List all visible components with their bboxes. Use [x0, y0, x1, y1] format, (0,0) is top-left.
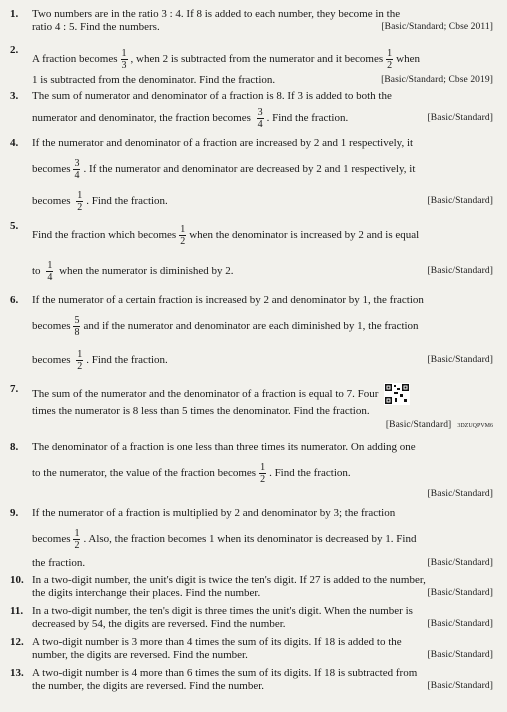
question-number: 10.	[10, 574, 24, 586]
fraction: $\frac{3}{4}$	[74, 157, 80, 181]
question-text: If the numerator of a fraction is multiplied by 2 and denominator by 3; the fraction	[32, 507, 396, 519]
question-number: 3.	[10, 90, 19, 102]
source-tag: [Basic/Standard]	[427, 489, 493, 499]
source-tag: [Basic/Standard]	[427, 619, 493, 629]
question-3	[10, 90, 493, 133]
question-text: Find the fraction which becomes	[32, 228, 177, 241]
question-text: , when 2 is subtracted from the numerator and it becomes	[130, 52, 384, 65]
question-text: becomes	[32, 194, 71, 207]
question-number: 12.	[10, 636, 24, 648]
question-number: 4.	[10, 137, 19, 149]
fraction: $\frac{1}{2}$	[260, 461, 266, 485]
question-number: 5.	[10, 220, 19, 232]
question-text: numerator and denominator, the fraction becomes	[32, 111, 251, 124]
question-text: number, the digits are reversed. Find the number.	[32, 649, 248, 661]
fraction: $\frac{1}{4}$	[47, 259, 53, 283]
fraction: $\frac{1}{2}$	[387, 47, 393, 71]
question-text: . Find the fraction.	[266, 111, 349, 124]
question-text: Two numbers are in the ratio 3 : 4. If 8 is added to each number, they become in the	[32, 8, 401, 20]
question-text: ratio 4 : 5. Find the numbers.	[32, 21, 160, 33]
question-text: becomes	[32, 532, 71, 545]
source-tag: [Basic/Standard]	[427, 650, 493, 660]
question-text: A two-digit number is 4 more than 6 times the sum of its digits. If 18 is subtracted from	[32, 667, 418, 679]
question-number: 1.	[10, 8, 19, 20]
question-1	[10, 8, 493, 34]
question-text: when	[396, 52, 420, 65]
question-text: to	[32, 264, 41, 277]
question-number: 7.	[10, 383, 19, 395]
question-text: The denominator of a fraction is one less than three times its numerator. On adding one	[32, 441, 416, 453]
question-text: decreased by 54, the digits are reversed. Find the number.	[32, 618, 286, 630]
question-text: the digits interchange their places. Find the number.	[32, 587, 261, 599]
question-text: . If the numerator and denominator are decreased by 2 and 1 respectively, it	[83, 162, 416, 175]
fraction: $\frac{1}{2}$	[180, 223, 186, 247]
fraction: $\frac{1}{2}$	[74, 527, 80, 551]
source-tag: [Basic/Standard]	[427, 195, 493, 206]
question-text: . Find the fraction.	[86, 194, 168, 207]
question-4	[10, 137, 493, 216]
source-tag: [Basic/Standard]	[385, 420, 452, 430]
fraction: $\frac{5}{8}$	[74, 314, 80, 338]
question-text: . Also, the fraction becomes 1 when its denominator is decreased by 1. Find	[83, 532, 417, 545]
source-tag: [Basic/Standard; Cbse 2011]	[381, 22, 493, 32]
question-text: . Find the fraction.	[269, 466, 351, 479]
question-text: In a two-digit number, the ten's digit is three times the unit's digit. When the number is	[32, 605, 413, 617]
source-tag: [Basic/Standard]	[427, 558, 493, 568]
question-text: the number, the digits are reversed. Find the number.	[32, 680, 265, 692]
question-text: the fraction.	[32, 557, 86, 569]
qr-code-icon	[384, 383, 410, 405]
fraction: $\frac{1}{3}$	[121, 47, 127, 71]
question-text: A fraction becomes	[32, 52, 118, 65]
question-text: The sum of numerator and denominator of a fraction is 8. If 3 is added to both the	[32, 90, 392, 102]
question-text: becomes	[32, 353, 71, 366]
source-tag: [Basic/Standard; Cbse 2019]	[381, 75, 493, 85]
question-text: becomes	[32, 162, 71, 175]
question-text: In a two-digit number, the unit's digit is twice the ten's digit. If 27 is added to the number,	[32, 574, 426, 586]
question-13	[10, 667, 493, 693]
question-text: A two-digit number is 3 more than 4 times the sum of its digits. If 18 is added to the	[32, 636, 402, 648]
question-12	[10, 636, 493, 662]
fraction: $\frac{1}{2}$	[77, 189, 83, 213]
question-10	[10, 574, 493, 600]
question-text: becomes	[32, 319, 71, 332]
fraction: $\frac{3}{4}$	[257, 106, 263, 130]
question-6	[10, 294, 493, 375]
question-number: 6.	[10, 294, 19, 306]
question-8	[10, 441, 493, 501]
question-text: when the numerator is diminished by 2.	[59, 264, 234, 277]
question-text: to the numerator, the value of the fraction becomes	[32, 466, 257, 479]
question-number: 8.	[10, 441, 19, 453]
question-text: 1 is subtracted from the denominator. Find the fraction.	[32, 74, 276, 86]
question-11	[10, 605, 493, 631]
source-tag: [Basic/Standard]	[427, 112, 493, 123]
qr-code-label: 3DZUQPVM6	[457, 423, 493, 429]
source-tag: [Basic/Standard]	[427, 588, 493, 598]
question-text: . Find the fraction.	[86, 353, 168, 366]
question-number: 2.	[10, 44, 19, 56]
question-7	[10, 383, 493, 433]
source-tag: [Basic/Standard]	[427, 265, 493, 276]
question-text: when the denominator is increased by 2 and is equal	[189, 228, 420, 241]
question-text: If the numerator and denominator of a fraction are increased by 2 and 1 respectively, it	[32, 137, 414, 149]
question-number: 13.	[10, 667, 24, 679]
fraction: $\frac{1}{2}$	[77, 348, 83, 372]
question-5	[10, 220, 493, 286]
question-text: If the numerator of a certain fraction is increased by 2 and denominator by 1, the fraction	[32, 294, 424, 306]
question-number: 9.	[10, 507, 19, 519]
source-tag: [Basic/Standard]	[427, 354, 493, 365]
source-tag: [Basic/Standard]	[427, 681, 493, 691]
question-text: and if the numerator and denominator are each diminished by 1, the fraction	[83, 319, 419, 332]
question-9	[10, 507, 493, 570]
question-text: times the numerator is 8 less than 5 times the denominator. Find the fraction.	[32, 405, 370, 417]
question-2	[10, 44, 493, 87]
question-text: The sum of the numerator and the denominator of a fraction is equal to 7. Four	[32, 387, 379, 400]
question-number: 11.	[10, 605, 24, 617]
